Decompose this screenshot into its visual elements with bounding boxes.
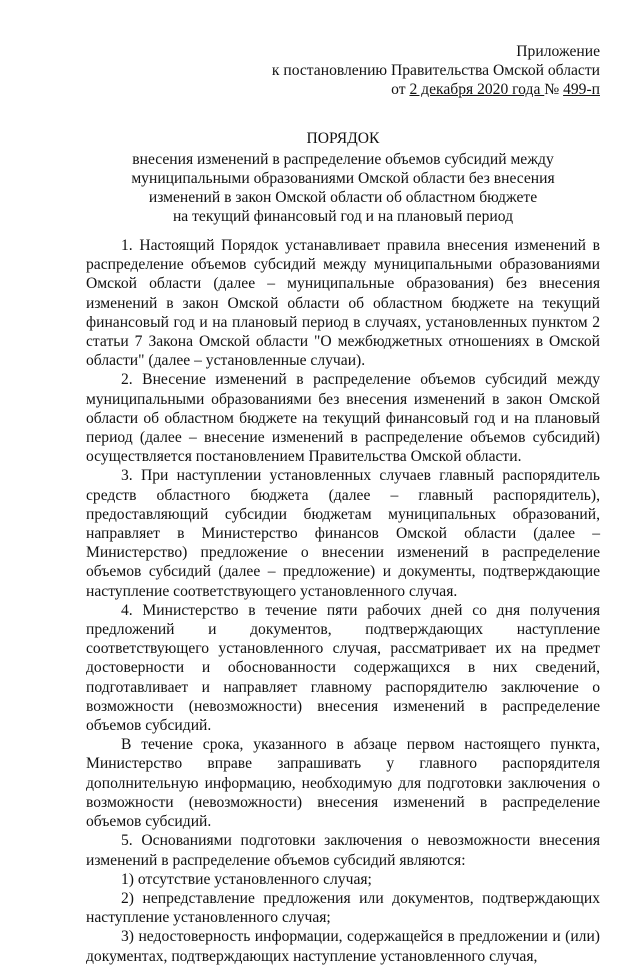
paragraph-5: 5. Основаниями подготовки заключения о невозможности внесения изменений в распределение объемов субсидий являются: xyxy=(86,832,600,869)
paragraph-3: 3. При наступлении установленных случаев главный распорядитель средств областного бюджета (далее – главный распорядитель), предоставляющий субсидии бюджетам муниципальных образований, направляет в Министерство финансов Омской области (далее – Министерство) предложение о внесении изменений в распределение объемов субсидий (далее – предложение) и документы, подтверждающие наступление соответствующего установленного случая. xyxy=(86,467,600,600)
list-item-1: 1) отсутствие установленного случая; xyxy=(121,870,372,888)
title-main: ПОРЯДОК xyxy=(306,130,380,147)
title-sub-line: муниципальными образованиями Омской области без внесения xyxy=(131,170,555,187)
paragraph-4-2: В течение срока, указанного в абзаце первом настоящего пункта, Министерство вправе запрашивать у главного распорядителя дополнительную информацию, необходимую для подготовки заключения о возможности (невозможности) внесения изменений в распределение объемов субсидий. xyxy=(86,736,600,831)
list-item-3: 3) недостоверность информации, содержащейся в предложении и (или) документах, подтверждающих наступление установленного случая, xyxy=(86,928,600,965)
paragraph-2: 2. Внесение изменений в распределение объемов субсидий между муниципальными образованиями без внесения изменений в закон Омской области об областном бюджете на текущий финансовый год и на плановый период (далее – внесение изменений в распределение объемов субсидий) осуществляется постановлением Правительства Омской области. xyxy=(86,371,600,466)
document-title xyxy=(86,129,600,226)
appendix-header xyxy=(272,42,600,99)
document-body xyxy=(86,236,600,966)
paragraph-4: 4. Министерство в течение пяти рабочих дней со дня получения предложений и документов, подтверждающих наступление соответствующего установленного случая, рассматривает их на предмет достоверности и обоснованности содержащихся в них сведений, подготавливает и направляет главному распорядителю заключение о возможности (невозможности) внесения изменений в распределение объемов субсидий. xyxy=(86,601,600,735)
resolution-number: 499-п xyxy=(563,81,600,98)
resolution-date: 2 декабря 2020 года xyxy=(409,81,545,98)
appendix-label: Приложение xyxy=(516,43,600,60)
appendix-resolution: к постановлению Правительства Омской области xyxy=(271,62,600,79)
title-sub-line: внесения изменений в распределение объемов субсидий между xyxy=(132,151,554,168)
appendix-date-line xyxy=(272,80,600,99)
number-sign: № xyxy=(544,81,560,98)
title-sub-line: изменений в закон Омской области об областном бюджете xyxy=(148,189,538,206)
date-prefix: от xyxy=(391,81,406,98)
paragraph-1: 1. Настоящий Порядок устанавливает правила внесения изменений в распределение объемов субсидий между муниципальными образованиями Омской области (далее – муниципальные образования) без внесения изменений в закон Омской области об областном бюджете на текущий финансовый год и на плановый период в случаях, установленных пунктом 2 статьи 7 Закона Омской области "О межбюджетных отношениях в Омской области" (далее – установленные случаи). xyxy=(86,237,600,370)
title-sub-line: на текущий финансовый год и на плановый период xyxy=(172,208,514,225)
list-item-2: 2) непредставление предложения или документов, подтверждающих наступление установленного случая; xyxy=(86,889,600,927)
